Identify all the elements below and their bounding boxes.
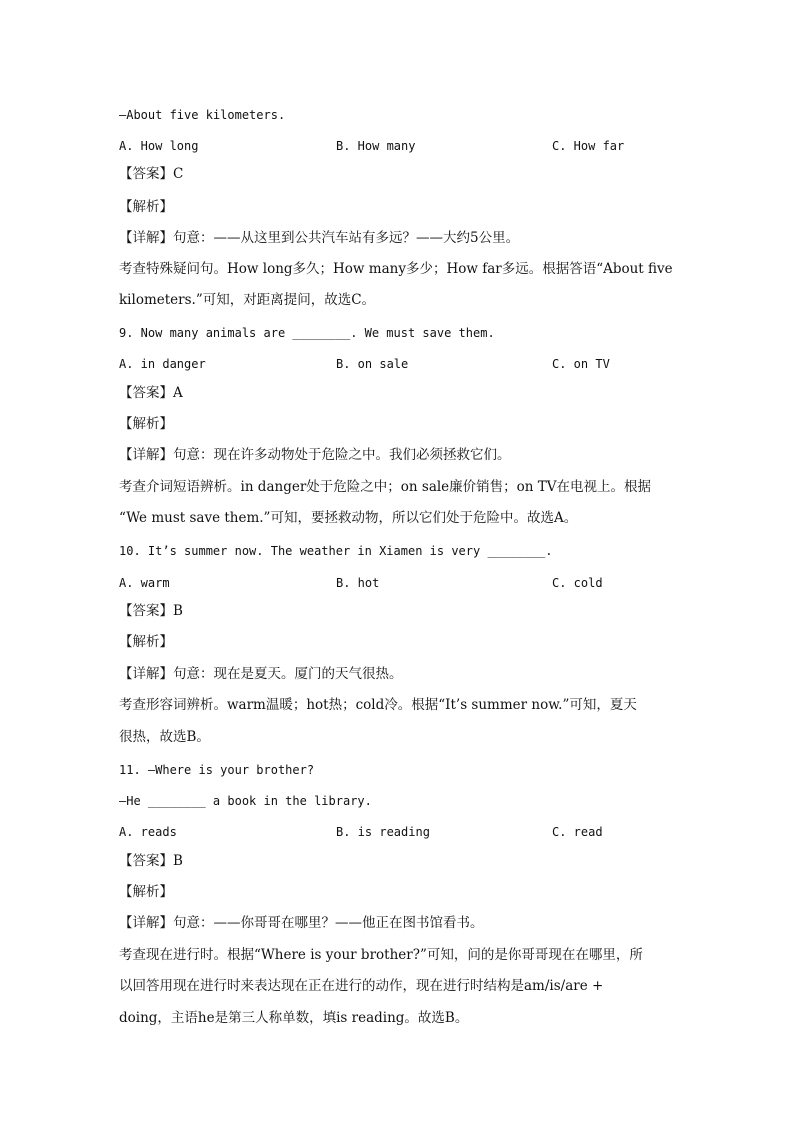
- q11-explanation-line-1: 考查现在进行时。根据“Where is your brother?”可知，问的是你哥哥现在在哪里，所: [119, 947, 643, 963]
- q11-option-c: C. read: [552, 825, 603, 839]
- q10-explanation-line-2: 很热，故选B。: [119, 729, 210, 745]
- q9-option-c: C. on TV: [552, 357, 610, 371]
- q10-option-c: C. cold: [552, 576, 603, 590]
- q9-question: 9. Now many animals are ________. We must save them.: [119, 326, 495, 340]
- q10-explanation-line-1: 考查形容词辨析。warm温暖；hot热；cold冷。根据“It’s summer now.”可知，夏天: [119, 697, 637, 713]
- q11-answer: 【答案】B: [119, 853, 183, 869]
- q9-analysis-label: 【解析】: [119, 416, 173, 432]
- q8-reply: —About five kilometers.: [119, 108, 286, 122]
- q8-detail: 【详解】句意：——从这里到公共汽车站有多远？——大约5公里。: [119, 230, 520, 246]
- q11-explanation-line-2: 以回答用现在进行时来表达现在正在进行的动作，现在进行时结构是am/is/are +: [119, 978, 604, 994]
- q9-detail: 【详解】句意：现在许多动物处于危险之中。我们必须拯救它们。: [119, 447, 511, 463]
- q8-option-c: C. How far: [552, 139, 625, 153]
- q11-option-b: B. is reading: [336, 825, 430, 839]
- q11-reply: —He ________ a book in the library.: [119, 794, 372, 808]
- q11-explanation-line-3: doing，主语he是第三人称单数，填is reading。故选B。: [119, 1010, 469, 1026]
- q9-explanation-line-1: 考查介词短语辨析。in danger处于危险之中；on sale廉价销售；on TV在电视上。根据: [119, 479, 652, 495]
- q8-option-b: B. How many: [336, 139, 416, 153]
- q10-answer: 【答案】B: [119, 603, 183, 619]
- q8-option-a: A. How long: [119, 139, 199, 153]
- q9-answer: 【答案】A: [119, 385, 183, 401]
- q10-question: 10. It’s summer now. The weather in Xiamen is very ________.: [119, 544, 553, 558]
- q8-answer: 【答案】C: [119, 166, 184, 182]
- q9-option-b: B. on sale: [336, 357, 409, 371]
- q10-option-b: B. hot: [336, 576, 380, 590]
- q8-explanation-line-2: kilometers.”可知，对距离提问，故选C。: [119, 292, 376, 308]
- q11-detail: 【详解】句意：——你哥哥在哪里？——他正在图书馆看书。: [119, 915, 484, 931]
- q11-question: 11. —Where is your brother?: [119, 763, 315, 777]
- q10-analysis-label: 【解析】: [119, 634, 173, 650]
- q8-explanation-line-1: 考查特殊疑问句。How long多久；How many多少；How far多远。根据答语“About five: [119, 261, 673, 277]
- q9-option-a: A. in danger: [119, 357, 206, 371]
- q11-analysis-label: 【解析】: [119, 884, 173, 900]
- q10-detail: 【详解】句意：现在是夏天。厦门的天气很热。: [119, 666, 403, 682]
- q11-option-a: A. reads: [119, 825, 177, 839]
- q8-analysis-label: 【解析】: [119, 199, 173, 215]
- q9-explanation-line-2: “We must save them.”可知，要拯救动物，所以它们处于危险中。故选A。: [119, 510, 578, 526]
- q10-option-a: A. warm: [119, 576, 170, 590]
